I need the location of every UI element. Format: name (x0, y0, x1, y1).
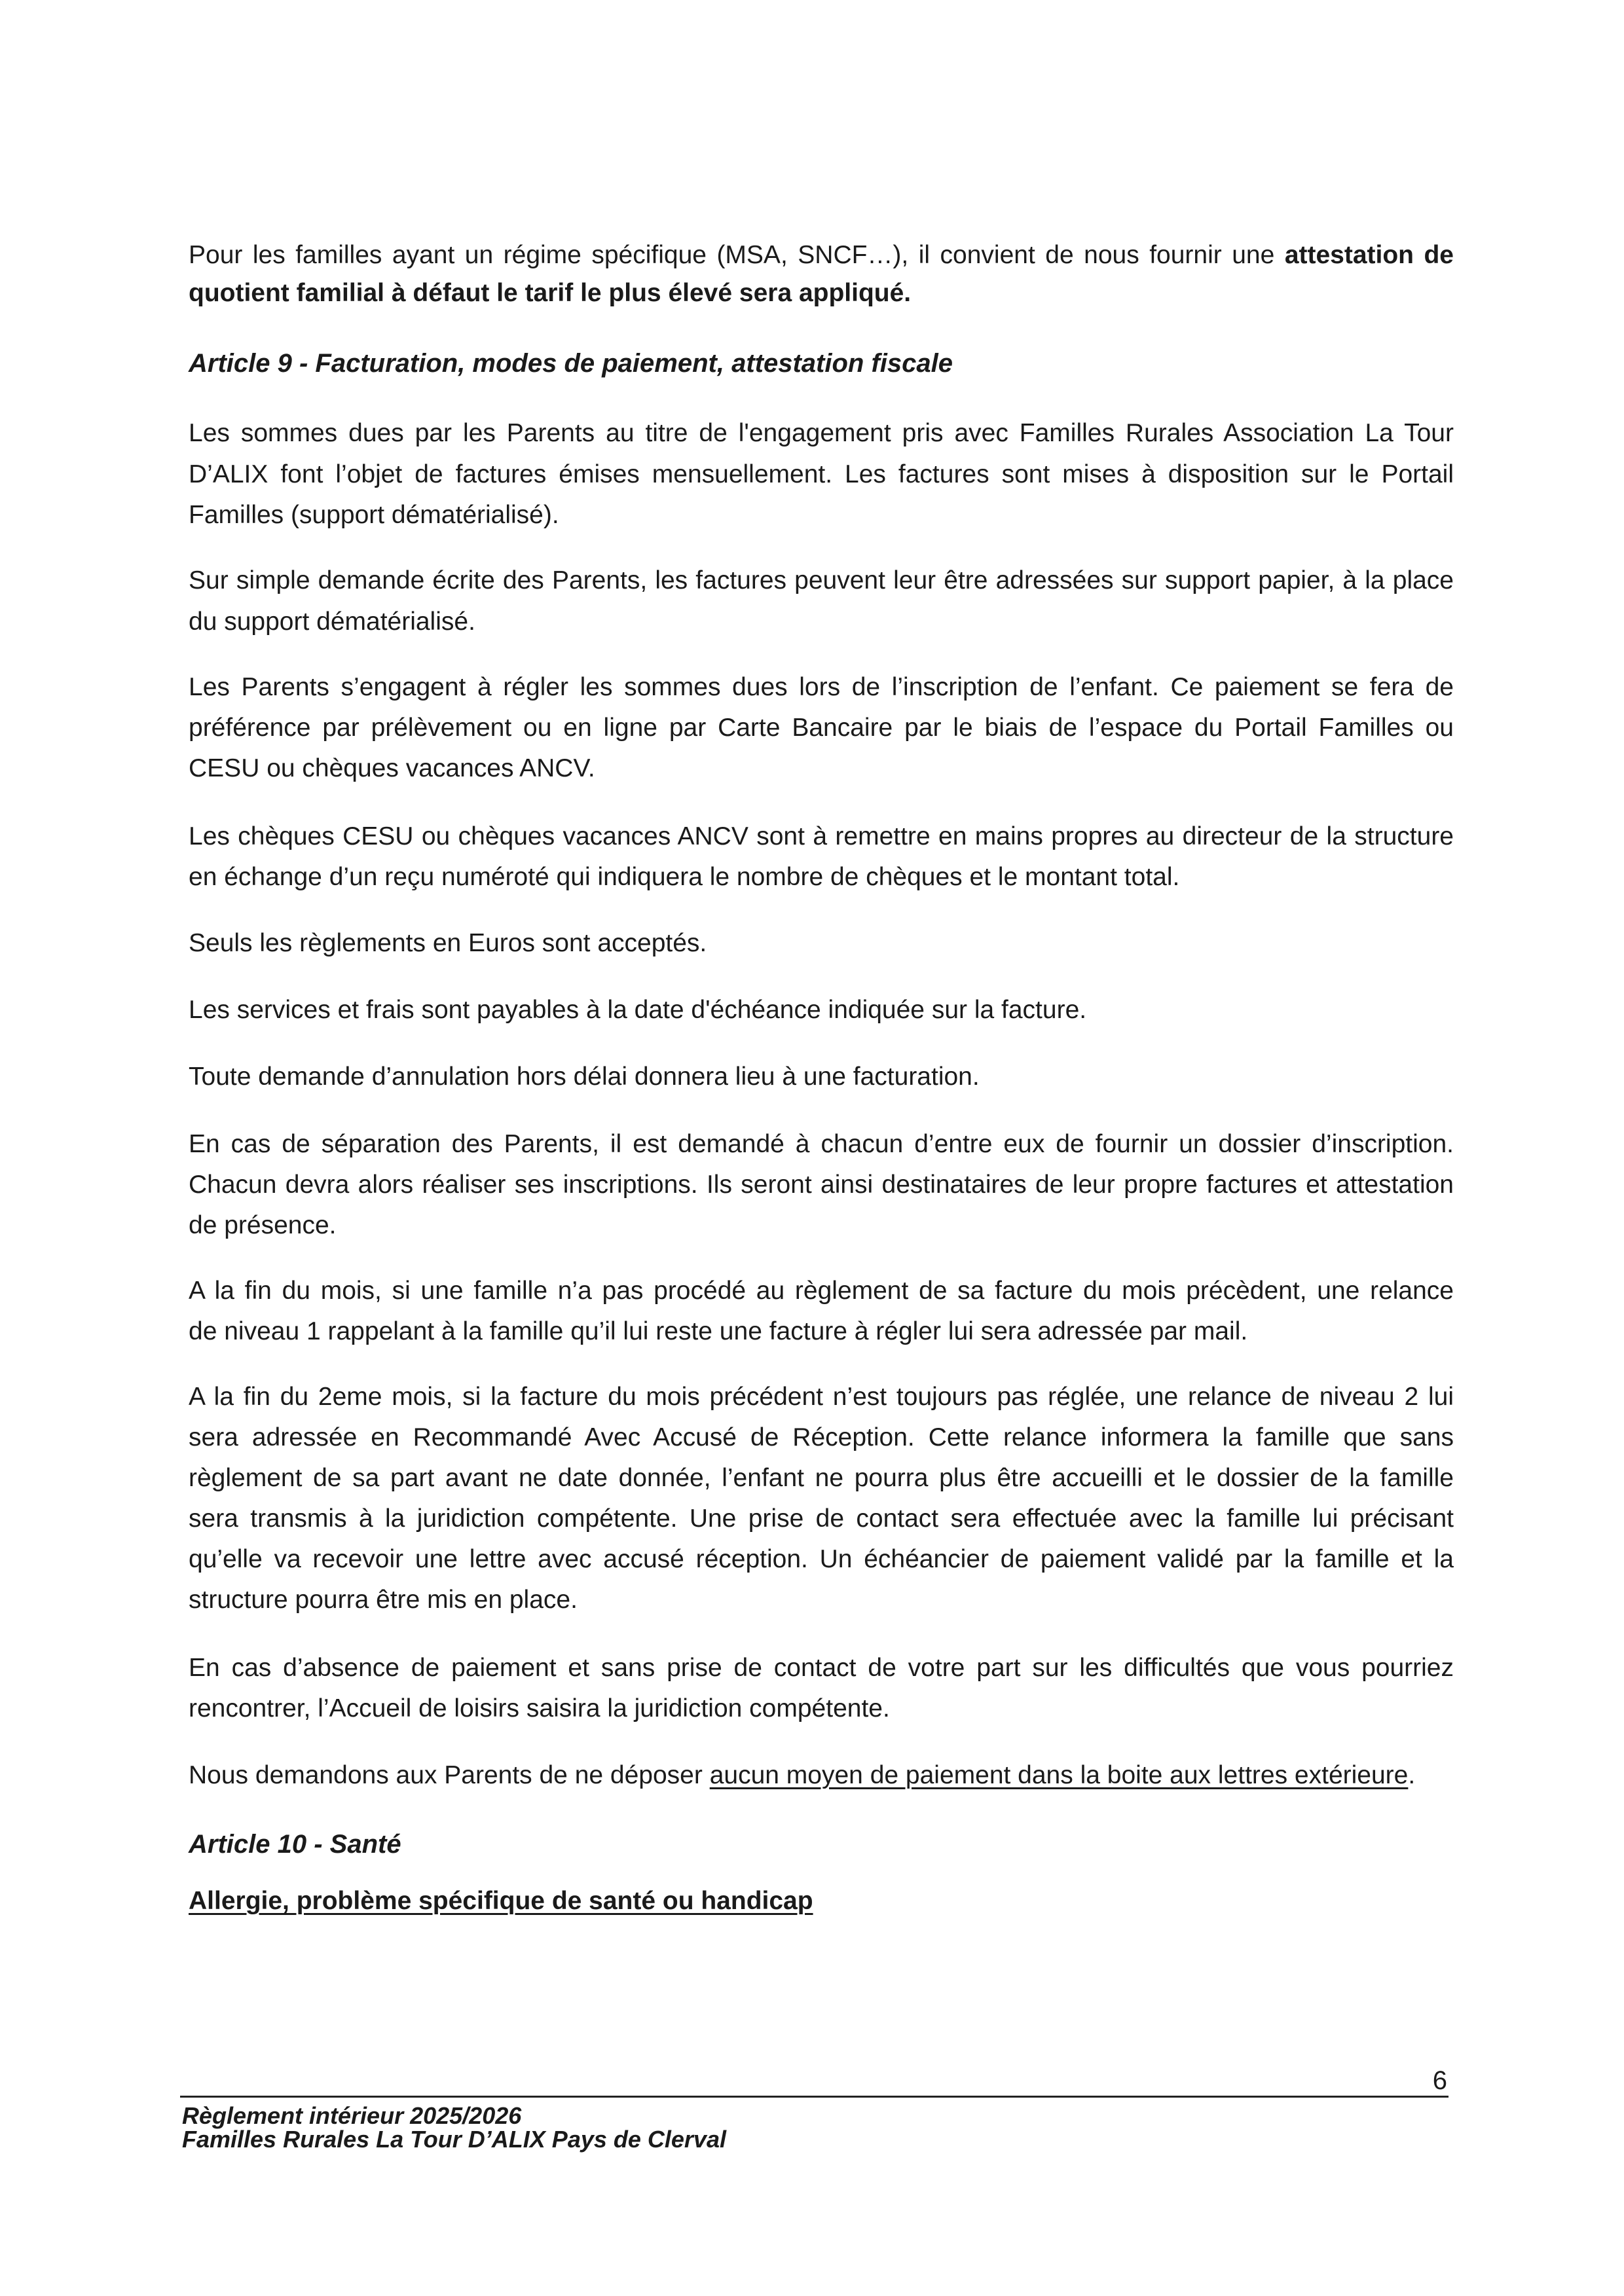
warning-period: . (1408, 1761, 1416, 1789)
article-10-heading: Article 10 - Santé (189, 1830, 401, 1859)
intro-line-1 (189, 242, 1454, 268)
paragraph-line: D’ALIX font l’objet de factures émises mensuellement. Les factures sont mises à disposition sur le Portail (189, 460, 1454, 488)
intro-text: Pour les familles ayant un régime spécifique (MSA, SNCF…), il convient de nous fournir une (189, 241, 1285, 269)
footer-organization: Familles Rurales La Tour D’ALIX Pays de Clerval (182, 2126, 726, 2153)
paragraph-line: structure pourra être mis en place. (189, 1586, 578, 1614)
paragraph-line-payment-warning (189, 1762, 1454, 1789)
health-subheading: Allergie, problème spécifique de santé ou handicap (189, 1887, 813, 1915)
paragraph-line: de niveau 1 rappelant à la famille qu’il lui reste une facture à régler lui sera adressée par mail. (189, 1317, 1248, 1345)
paragraph-line: rencontrer, l’Accueil de loisirs saisira la juridiction compétente. (189, 1694, 890, 1722)
paragraph-line: Seuls les règlements en Euros sont acceptés. (189, 929, 707, 957)
footer-divider (180, 2096, 1449, 2098)
paragraph-line: A la fin du 2eme mois, si la facture du mois précédent n’est toujours pas réglée, une relance de niveau 2 lui (189, 1383, 1454, 1411)
paragraph-line: de présence. (189, 1211, 337, 1239)
article-9-heading: Article 9 - Facturation, modes de paiement, attestation fiscale (189, 349, 953, 378)
paragraph-line: Chacun devra alors réaliser ses inscriptions. Ils seront ainsi destinataires de leur propre factures et attestation (189, 1171, 1454, 1199)
intro-bold-text: attestation de (1284, 241, 1454, 269)
paragraph-line: En cas d’absence de paiement et sans prise de contact de votre part sur les difficultés que vous pourriez (189, 1654, 1454, 1682)
paragraph-line: Les services et frais sont payables à la date d'échéance indiquée sur la facture. (189, 996, 1087, 1024)
paragraph-line: préférence par prélèvement ou en ligne par Carte Bancaire par le biais de l’espace du Portail Familles ou (189, 714, 1454, 742)
paragraph-line: En cas de séparation des Parents, il est demandé à chacun d’entre eux de fournir un dossier d’inscription. (189, 1130, 1454, 1158)
paragraph-line: règlement de sa part avant ne date donnée, l’enfant ne pourra plus être accueilli et le dossier de la famille (189, 1464, 1454, 1492)
paragraph-line: CESU ou chèques vacances ANCV. (189, 754, 595, 782)
paragraph-line: sera transmis à la juridiction compétente. Une prise de contact sera effectuée avec la famille lui précisant (189, 1504, 1454, 1533)
paragraph-line: qu’elle va recevoir une lettre avec accusé réception. Un échéancier de paiement validé par la famille et la (189, 1545, 1454, 1573)
footer-document-title: Règlement intérieur 2025/2026 (182, 2102, 522, 2129)
page-number: 6 (1432, 2066, 1447, 2095)
warning-underlined-text: aucun moyen de paiement dans la boite aux lettres extérieure (709, 1761, 1409, 1789)
intro-line-2: quotient familial à défaut le tarif le plus élevé sera appliqué. (189, 279, 912, 307)
paragraph-line: du support dématérialisé. (189, 608, 475, 636)
paragraph-line: Sur simple demande écrite des Parents, les factures peuvent leur être adressées sur support papier, à la place (189, 566, 1454, 594)
paragraph-line: Les sommes dues par les Parents au titre de l'engagement pris avec Familles Rurales Association La Tour (189, 419, 1454, 447)
paragraph-line: sera adressée en Recommandé Avec Accusé de Réception. Cette relance informera la famille que sans (189, 1423, 1454, 1451)
paragraph-line: Toute demande d’annulation hors délai donnera lieu à une facturation. (189, 1063, 980, 1091)
paragraph-line: Familles (support dématérialisé). (189, 501, 559, 529)
paragraph-line: en échange d’un reçu numéroté qui indiquera le nombre de chèques et le montant total. (189, 863, 1180, 891)
paragraph-line: Les Parents s’engagent à régler les sommes dues lors de l’inscription de l’enfant. Ce paiement se fera de (189, 673, 1454, 701)
paragraph-line: A la fin du mois, si une famille n’a pas procédé au règlement de sa facture du mois précèdent, une relance (189, 1277, 1454, 1305)
warning-text: Nous demandons aux Parents de ne déposer (189, 1761, 710, 1789)
paragraph-line: Les chèques CESU ou chèques vacances ANCV sont à remettre en mains propres au directeur de la structure (189, 822, 1454, 850)
